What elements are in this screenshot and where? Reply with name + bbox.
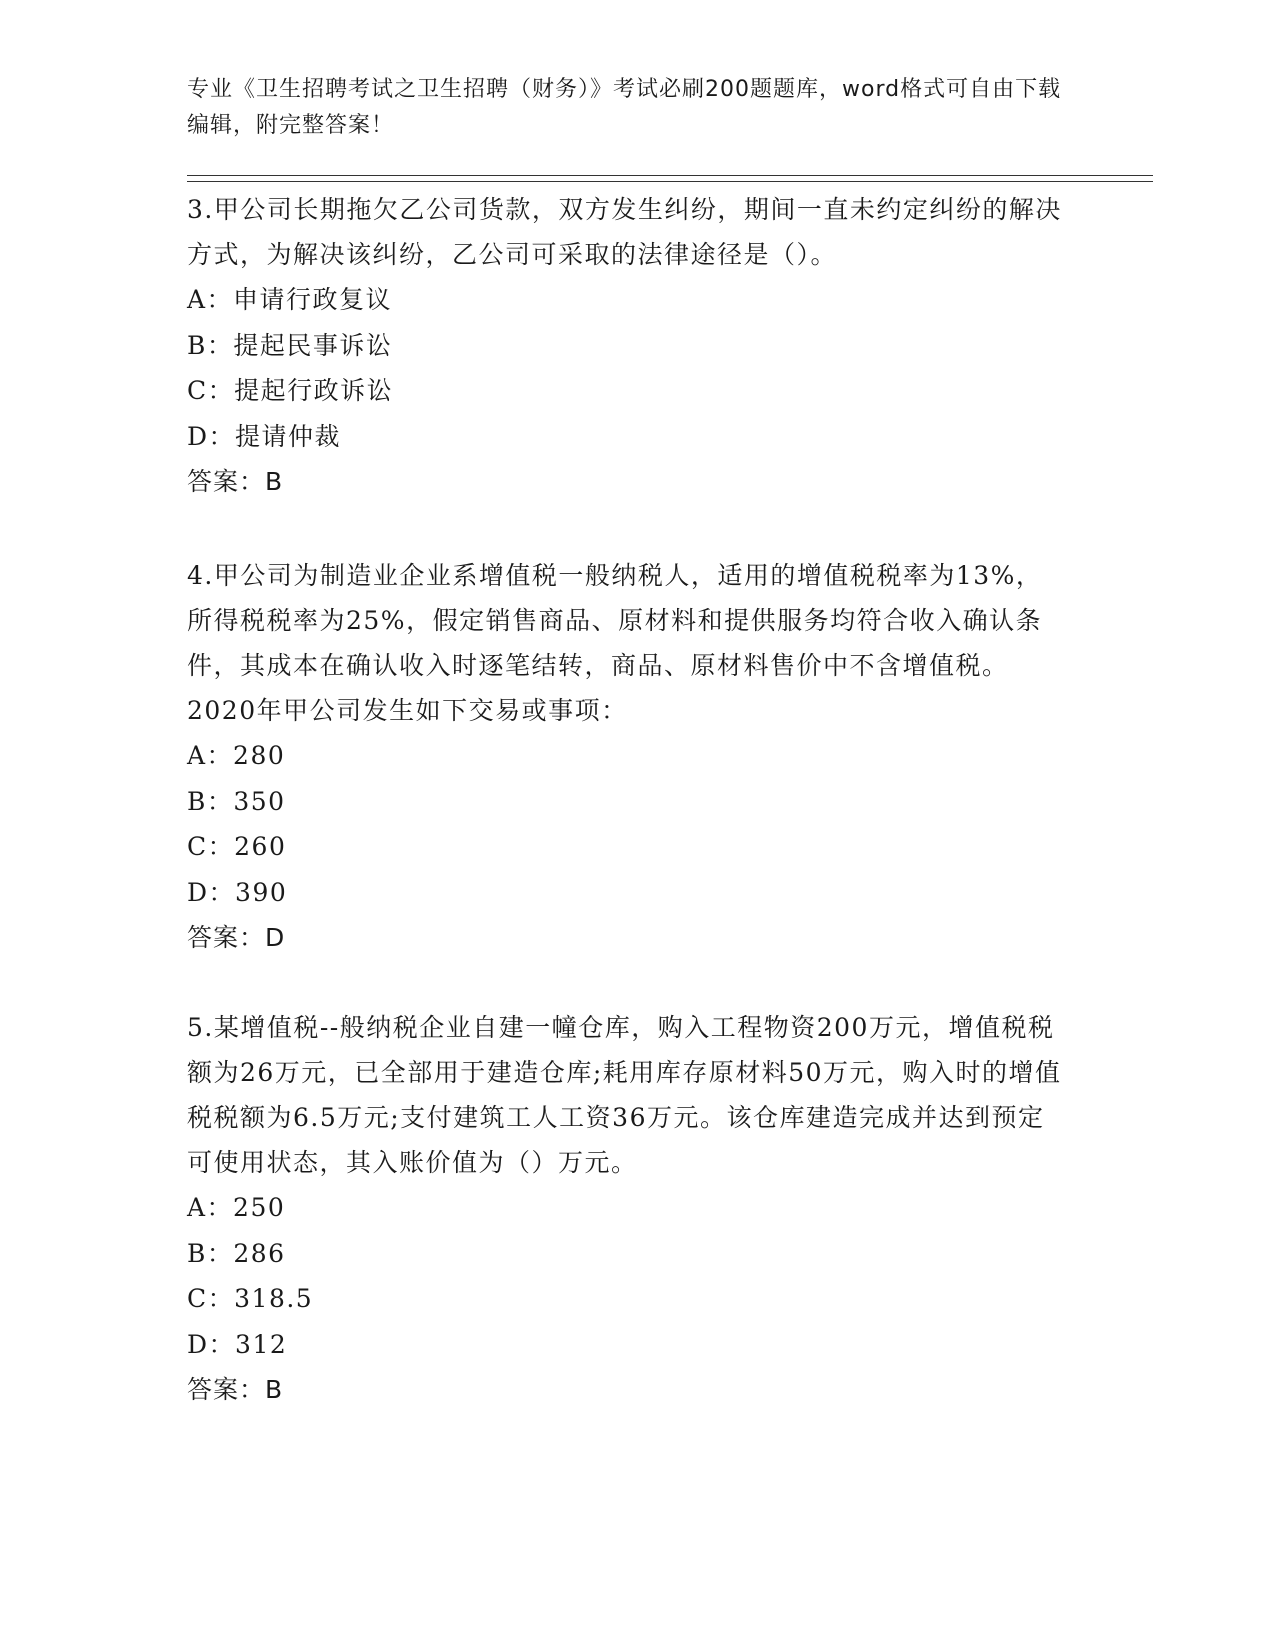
option-a: A：250 [187, 1193, 286, 1222]
option-b: B：286 [187, 1238, 286, 1268]
option-b: B：350 [187, 786, 286, 816]
question-5 [187, 1005, 1067, 1412]
question-stem: 5.某增值税--般纳税企业自建一幢仓库，购入工程物资200万元，增值税税额为26万元，已全部用于建造仓库;耗用库存原材料50万元，购入时的增值税税额为6.5万元;支付建筑工人工资36万元。该仓库建造完成并达到预定可使用状态，其入账价值为（）万元。 [187, 1013, 1062, 1177]
option-c: C：260 [187, 832, 287, 861]
option-c: C：提起行政诉讼 [187, 376, 394, 405]
header-rule-bottom [187, 181, 1153, 182]
option-c: C：318.5 [187, 1284, 314, 1313]
option-a: A：280 [187, 741, 286, 770]
header-rule-top [187, 175, 1153, 176]
document-header: 专业《卫生招聘考试之卫生招聘（财务）》考试必刷200题题库，word格式可自由下载编辑，附完整答案！ [187, 77, 1062, 138]
answer: 答案：D [187, 923, 286, 952]
question-stem: 4.甲公司为制造业企业系增值税一般纳税人，适用的增值税税率为13%，所得税税率为25%，假定销售商品、原材料和提供服务均符合收入确认条件，其成本在确认收入时逐笔结转，商品、原材料售价中不含增值税。2020年甲公司发生如下交易或事项： [187, 561, 1043, 725]
question-3 [187, 187, 1067, 504]
option-d: D：提请仲裁 [187, 421, 342, 451]
answer: 答案：B [187, 1375, 284, 1404]
option-a: A：申请行政复议 [187, 285, 393, 314]
option-d: D：390 [187, 877, 288, 907]
option-b: B：提起民事诉讼 [187, 330, 393, 360]
option-d: D：312 [187, 1329, 288, 1359]
question-4 [187, 553, 1067, 960]
answer: 答案：B [187, 467, 284, 496]
question-stem: 3.甲公司长期拖欠乙公司货款，双方发生纠纷，期间一直未约定纠纷的解决方式，为解决该纠纷，乙公司可采取的法律途径是（）。 [187, 195, 1062, 269]
